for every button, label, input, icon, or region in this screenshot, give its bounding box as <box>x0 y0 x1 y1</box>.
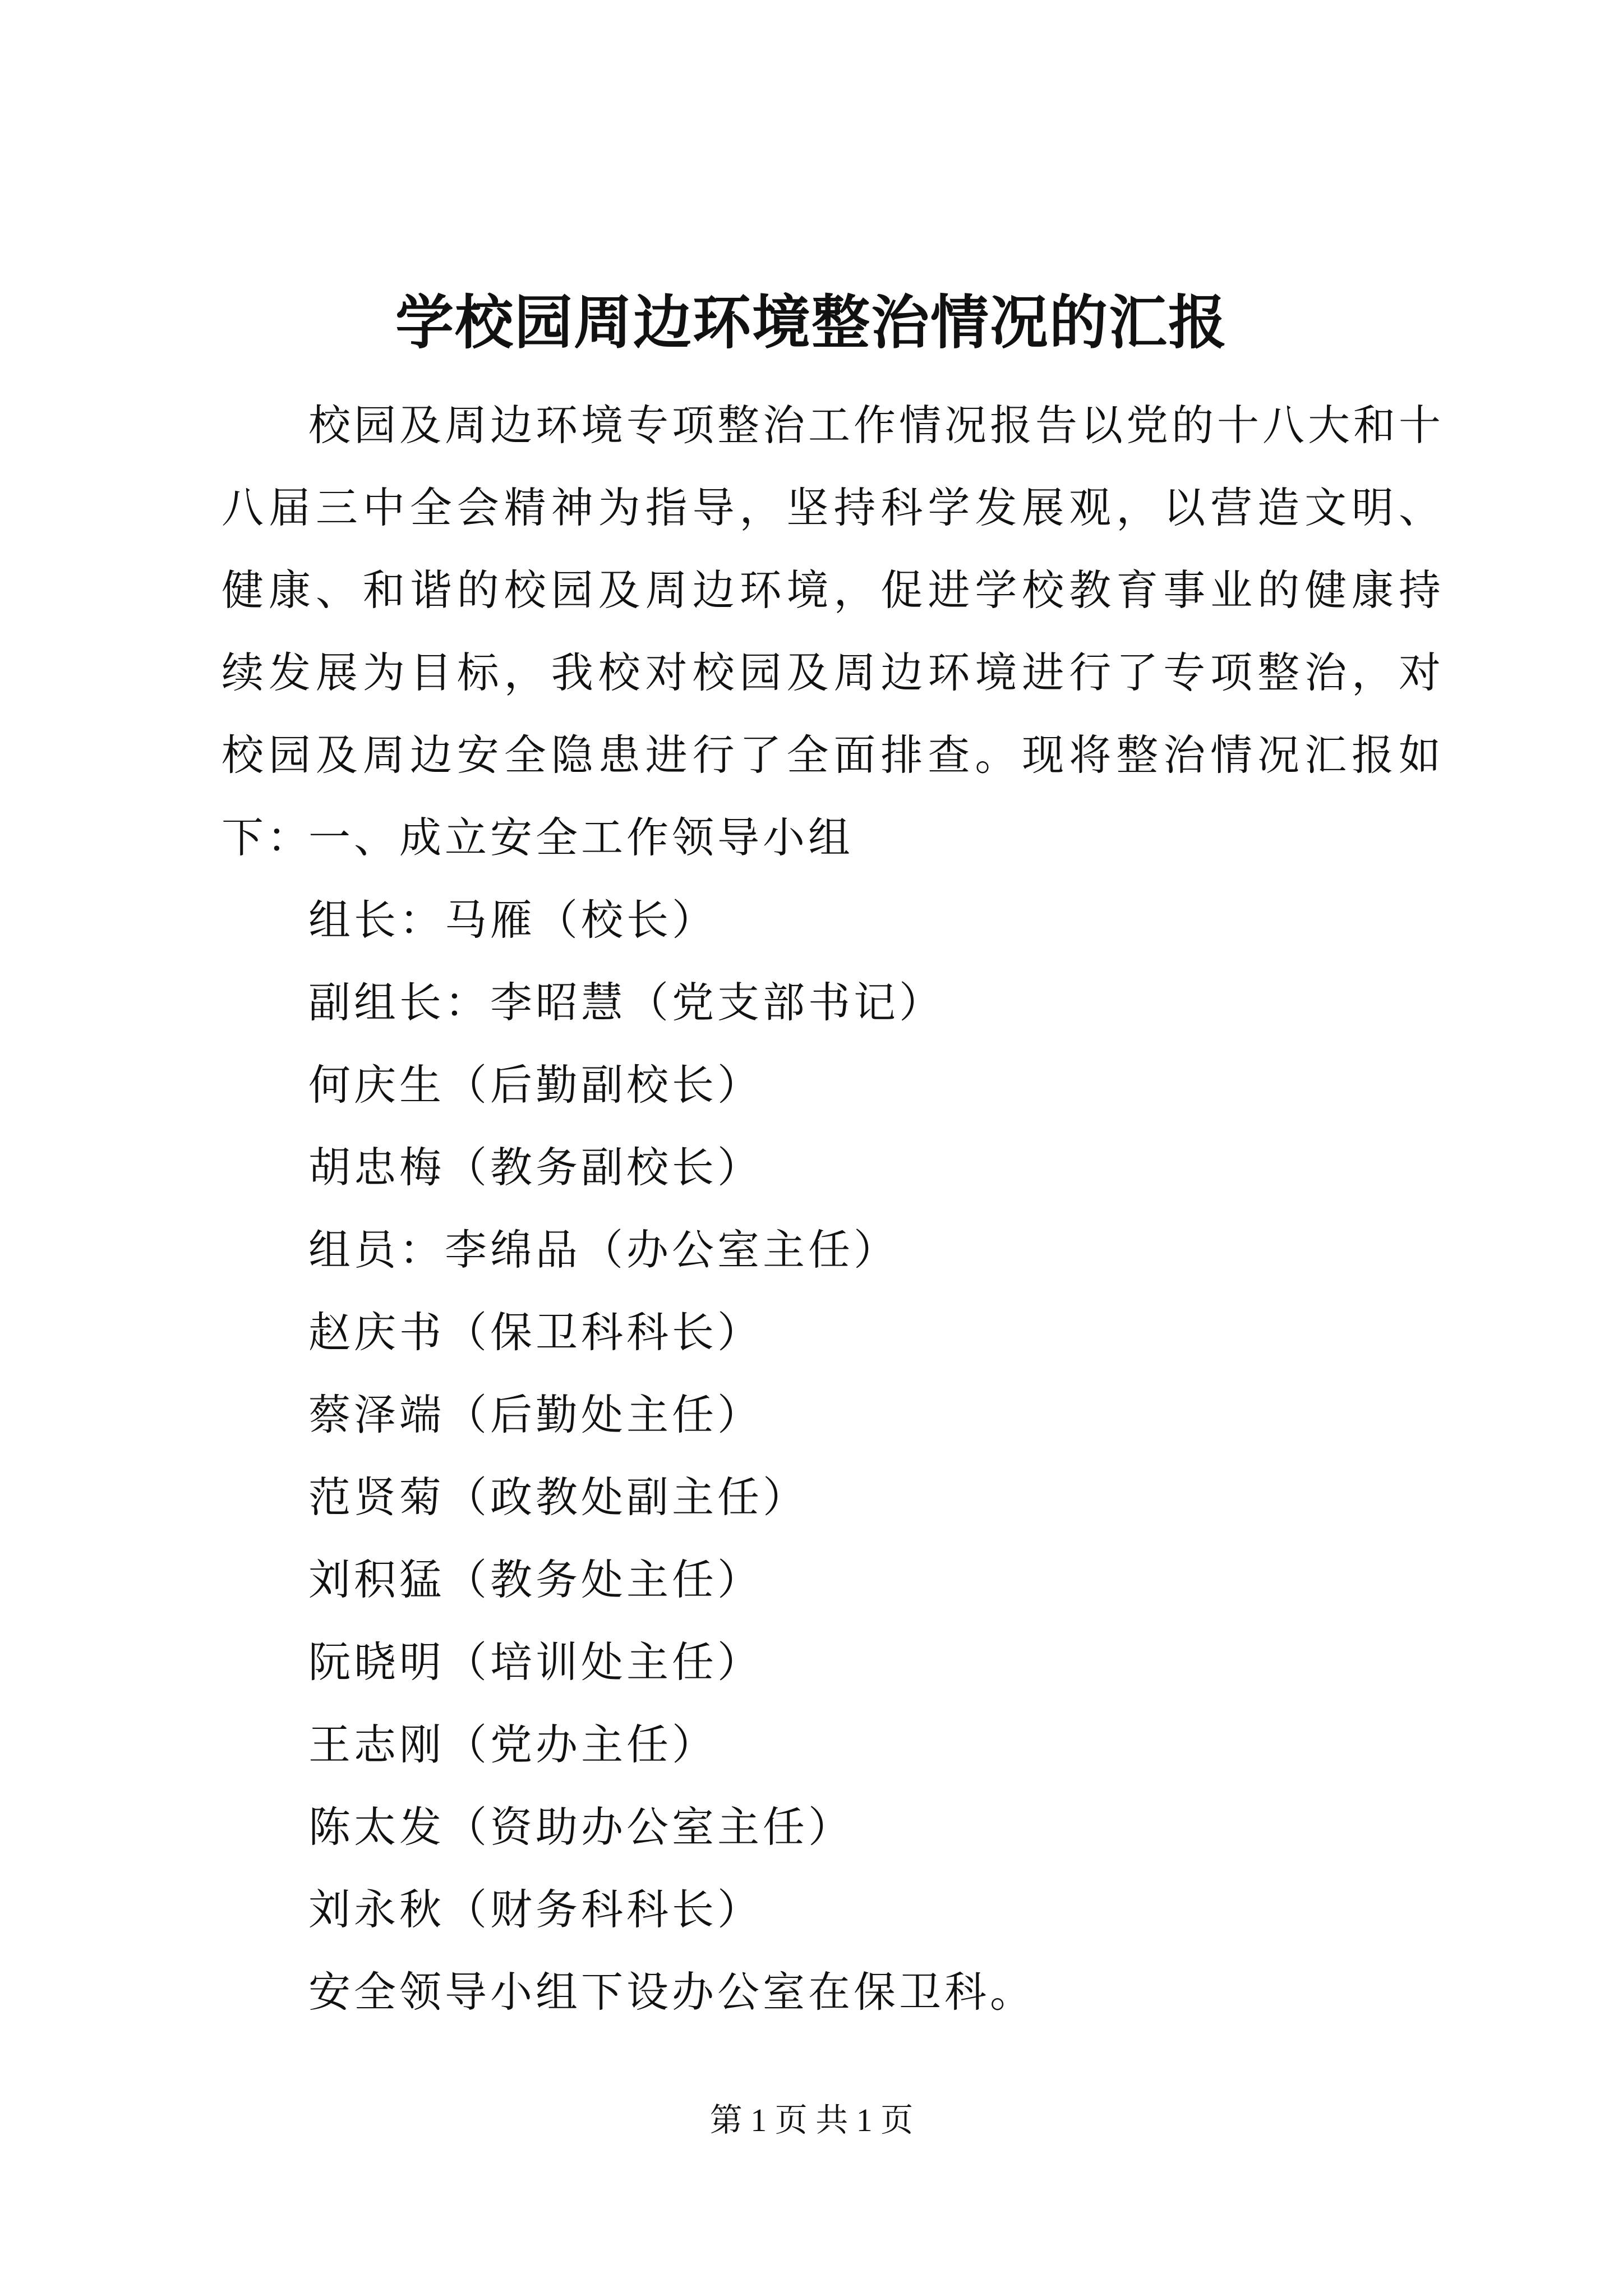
list-item: 刘积猛（教务处主任） <box>308 1555 763 1604</box>
list-item: 副组长：李昭慧（党支部书记） <box>308 978 945 1027</box>
intro-paragraph: 校园及周边环境专项整治工作情况报告以党的十八大和十八届三中全会精神为指导，坚持科学发展观，以营造文明、健康、和谐的校园及周边环境，促进学校教育事业的健康持续发展为目标，我校对校园及周边环境进行了专项整治，对校园及周边安全隐患进行了全面排查。现将整治情况汇报如下： <box>222 401 1445 862</box>
list-item: 何庆生（后勤副校长） <box>308 1060 763 1110</box>
list-item: 赵庆书（保卫科科长） <box>308 1308 763 1357</box>
list-item: 刘永秋（财务科科长） <box>308 1885 763 1934</box>
list-item: 胡忠梅（教务副校长） <box>308 1143 763 1192</box>
page-footer: 第 1 页 共 1 页 <box>709 2102 914 2138</box>
list-item: 王志刚（党办主任） <box>308 1720 718 1769</box>
list-item: 陈太发（资助办公室主任） <box>308 1802 854 1852</box>
section-heading: 一、成立安全工作领导小组 <box>308 813 854 862</box>
leadership-list <box>308 797 1430 2033</box>
document-title: 学校园周边环境整治情况的汇报 <box>395 288 1228 357</box>
list-item: 阮晓明（培训处主任） <box>308 1637 763 1687</box>
list-item: 组员：李绵品（办公室主任） <box>308 1225 900 1274</box>
list-item: 蔡泽端（后勤处主任） <box>308 1390 763 1439</box>
list-item: 范贤菊（政教处副主任） <box>308 1473 809 1522</box>
list-item: 组长：马雁（校长） <box>308 895 718 945</box>
closing-line: 安全领导小组下设办公室在保卫科。 <box>308 1967 1036 2017</box>
